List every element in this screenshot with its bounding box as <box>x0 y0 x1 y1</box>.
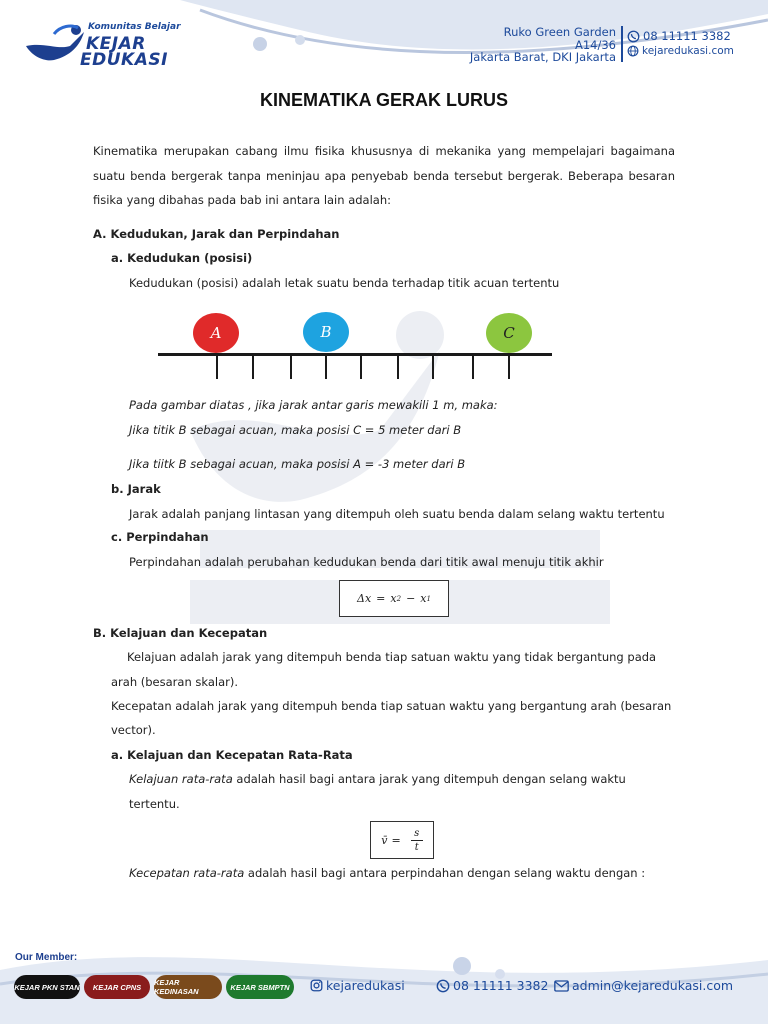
footer-email-text: admin@kejaredukasi.com <box>572 978 734 993</box>
header-phone-text: 08 11111 3382 <box>643 29 731 43</box>
formula-x2-subscript: 2 <box>396 594 402 603</box>
kelajuan-rata-rata-term: Kelajuan rata-rata <box>129 772 233 786</box>
number-line-tick <box>397 355 399 379</box>
header-divider <box>621 26 623 62</box>
logo-tagline: Komunitas Belajar <box>88 22 181 32</box>
sub-a-rata-rata-label: a. Kelajuan dan Kecepatan Rata-Rata <box>111 748 353 762</box>
formula-delta-x: Δx <box>357 592 372 605</box>
number-line-tick <box>508 355 510 379</box>
page-title: KINEMATIKA GERAK LURUS <box>260 90 508 110</box>
formula-equals: = <box>376 592 386 605</box>
section-a-heading: A. Kedudukan, Jarak dan Perpindahan <box>93 227 340 241</box>
header-phone[interactable] <box>627 29 731 43</box>
intro-line-1: Kinematika merupakan cabang ilmu fisika khususnya di mekanika yang mempelajari bagaimana <box>93 144 675 158</box>
header-address <box>470 26 616 64</box>
fraction-bar <box>411 840 423 841</box>
kecepatan-rata-rata-term: Kecepatan rata-rata <box>129 866 245 880</box>
mail-icon <box>554 980 569 992</box>
formula-v-bar: v̄ <box>381 833 388 847</box>
perpindahan-definition: Perpindahan adalah perubahan kedudukan benda dari titik awal menuju titik akhir <box>129 555 604 569</box>
point-c-circle <box>486 313 532 353</box>
kelajuan-rata-rata-rest: adalah hasil bagi antara jarak yang ditempuh dengan selang waktu <box>232 772 626 786</box>
member-badge-label: KEJAR PKN STAN <box>14 982 80 992</box>
kecepatan-rata-rata-line <box>129 866 645 880</box>
average-speed-formula <box>370 821 434 859</box>
formula-minus: − <box>406 592 416 605</box>
member-badge-pkn-stan[interactable] <box>14 975 80 999</box>
member-badge-kedinasan[interactable] <box>154 975 222 999</box>
diagram-note-2: Jika titik B sebagai acuan, maka posisi C = 5 meter dari B <box>129 423 462 437</box>
formula-x1-subscript: 1 <box>426 594 431 603</box>
footer-phone[interactable] <box>436 978 548 993</box>
kelajuan-paragraph-line-2: arah (besaran skalar). <box>111 675 238 689</box>
header-website-text: kejaredukasi.com <box>642 45 734 57</box>
intro-line-3: fisika yang dibahas pada bab ini antara lain adalah: <box>93 193 392 207</box>
formula-denominator: t <box>414 841 419 853</box>
point-b-circle <box>303 312 349 352</box>
point-a-circle <box>193 313 239 353</box>
member-badge-cpns[interactable] <box>84 975 150 999</box>
number-line-tick <box>325 355 327 379</box>
sub-c-perpindahan-label: c. Perpindahan <box>111 530 209 544</box>
kedudukan-definition: Kedudukan (posisi) adalah letak suatu benda terhadap titik acuan tertentu <box>129 276 560 290</box>
footer-phone-text: 08 11111 3382 <box>453 978 549 993</box>
member-badge-label: KEJAR SBMPTN <box>230 982 290 992</box>
address-line-3: Jakarta Barat, DKI Jakarta <box>469 50 616 64</box>
number-line-tick <box>216 355 218 379</box>
point-b-label: B <box>320 323 332 341</box>
member-badge-sbmptn[interactable] <box>226 975 294 999</box>
sub-a-kedudukan-label: a. Kedudukan (posisi) <box>111 251 253 265</box>
number-line-tick <box>472 355 474 379</box>
displacement-formula <box>339 580 449 617</box>
member-badge-label: KEJAR KEDINASAN <box>154 978 199 996</box>
kecepatan-rata-rata-rest: adalah hasil bagi antara perpindahan dengan selang waktu dengan : <box>244 866 646 880</box>
footer-instagram[interactable] <box>310 978 405 993</box>
formula-x1: x <box>420 592 427 605</box>
instagram-icon <box>310 979 323 992</box>
number-line-tick <box>252 355 254 379</box>
footer-email[interactable] <box>554 978 733 993</box>
number-line-tick <box>290 355 292 379</box>
whatsapp-icon <box>436 979 450 993</box>
address-line-1: Ruko Green Garden <box>503 25 616 39</box>
diagram-note-1: Pada gambar diatas , jika jarak antar garis mewakili 1 m, maka: <box>129 398 498 412</box>
number-line-tick <box>432 355 434 379</box>
formula-equals: = <box>391 833 401 847</box>
kecepatan-paragraph-line-2: vector). <box>111 723 156 737</box>
formula-numerator: s <box>414 827 420 839</box>
footer-instagram-text: kejaredukasi <box>326 978 405 993</box>
our-member-label: Our Member: <box>15 952 78 963</box>
section-b-heading: B. Kelajuan dan Kecepatan <box>93 626 268 640</box>
logo-name-edukasi: EDUKASI <box>80 50 168 70</box>
formula-x2: x <box>390 592 397 605</box>
kelajuan-rata-rata-line-2: tertentu. <box>129 797 180 811</box>
kecepatan-paragraph-line-1: Kecepatan adalah jarak yang ditempuh benda tiap satuan waktu yang bergantung arah (besaran <box>111 699 672 713</box>
point-c-label: C <box>503 324 515 342</box>
kelajuan-paragraph-line-1: Kelajuan adalah jarak yang ditempuh benda tiap satuan waktu yang tidak bergantung pada <box>127 650 657 664</box>
header-website[interactable] <box>627 45 734 57</box>
number-line-tick <box>360 355 362 379</box>
jarak-definition: Jarak adalah panjang lintasan yang ditempuh oleh suatu benda dalam selang waktu tertentu <box>129 507 665 521</box>
address-line-2: A14/36 <box>574 37 616 52</box>
intro-line-2: suatu benda bergerak tanpa meninjau apa penyebab benda tersebut bergerak. Beberapa besaran <box>93 169 675 183</box>
whatsapp-icon <box>627 30 640 43</box>
kelajuan-rata-rata-line-1 <box>129 772 626 786</box>
sub-b-jarak-label: b. Jarak <box>111 482 161 496</box>
formula-fraction <box>411 828 423 853</box>
point-a-label: A <box>210 324 222 342</box>
diagram-note-3: Jika tiitk B sebagai acuan, maka posisi A = -3 meter dari B <box>129 457 466 471</box>
logo-name-kejar: KEJAR <box>86 34 146 54</box>
globe-icon <box>627 45 639 57</box>
member-badge-label: KEJAR CPNS <box>92 982 142 992</box>
